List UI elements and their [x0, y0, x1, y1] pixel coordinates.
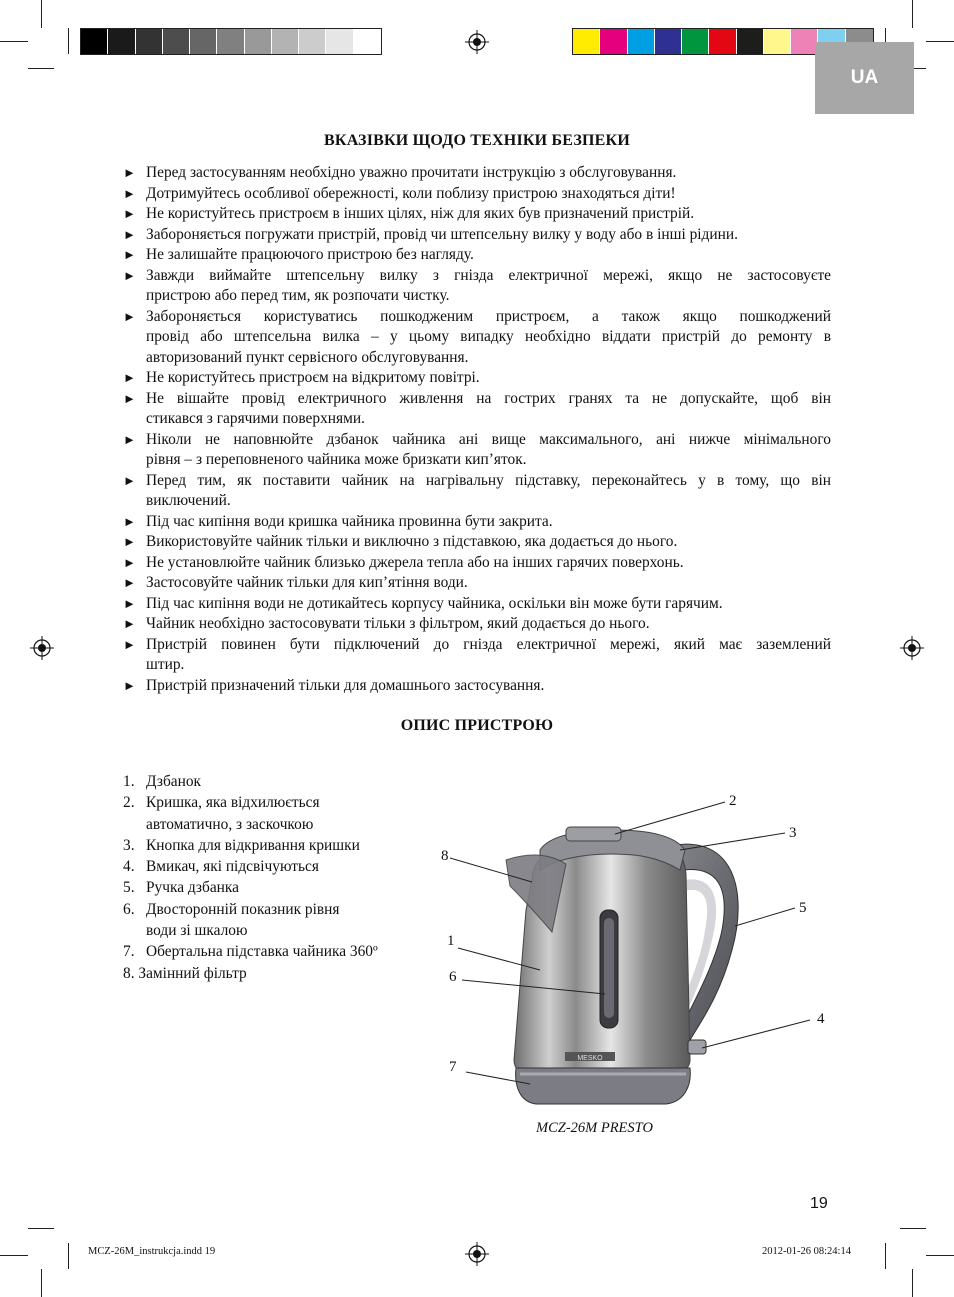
part-item	[123, 877, 423, 898]
safety-item	[123, 163, 831, 184]
part-item	[123, 771, 423, 792]
safety-item	[123, 184, 831, 205]
swatch	[655, 29, 682, 54]
language-tab: UA	[815, 42, 914, 114]
swatch	[326, 29, 353, 54]
bullet-arrow-icon: ►	[123, 616, 136, 631]
swatch	[136, 29, 163, 54]
swatch	[245, 29, 272, 54]
swatch	[163, 29, 190, 54]
crop-mark	[926, 1255, 954, 1256]
safety-item	[123, 307, 831, 369]
crop-mark	[0, 41, 28, 42]
safety-item-text: штир.	[146, 656, 185, 673]
swatch	[272, 29, 299, 54]
safety-item-text: Не користуйтесь пристроєм на відкритому повітрі.	[146, 369, 480, 386]
bullet-arrow-icon: ►	[123, 185, 136, 201]
swatch	[600, 29, 627, 54]
part-label: Ручка дзбанка	[146, 879, 239, 897]
bullet-arrow-icon: ►	[123, 575, 136, 590]
bullet-arrow-icon: ►	[123, 472, 136, 488]
crop-mark	[68, 28, 69, 54]
bullet-arrow-icon: ►	[123, 308, 136, 324]
part-label: Обертальна підставка чайника 360º	[146, 943, 378, 961]
callout-7: 7	[449, 1059, 457, 1075]
part-label: Дзбанок	[146, 773, 202, 790]
safety-item	[123, 471, 831, 512]
part-label: Кнопка для відкривання кришки	[146, 836, 360, 854]
safety-item-text: Не установлюйте чайник близько джерела тепла або на інших гарячих поверхонь.	[146, 553, 684, 571]
bullet-arrow-icon: ►	[123, 165, 136, 180]
safety-item-text: Не залишайте працюючого пристрою без нагляду.	[146, 246, 474, 263]
bullet-arrow-icon: ►	[123, 390, 136, 406]
safety-item-text: Застосовуйте чайник тільки для кип’ятіння води.	[146, 574, 468, 591]
callout-5: 5	[799, 900, 807, 916]
safety-item-text: стикався з гарячими поверхнями.	[146, 410, 365, 427]
crop-mark	[900, 1228, 926, 1229]
safety-item-text: Перед застосуванням необхідно уважно прочитати інструкцію з обслуговування.	[146, 164, 677, 181]
swatch	[108, 29, 135, 54]
safety-item	[123, 204, 831, 225]
crop-mark	[885, 1243, 886, 1269]
part-item	[123, 899, 423, 942]
registration-mark-icon	[465, 1242, 489, 1266]
swatch	[764, 29, 791, 54]
swatch	[299, 29, 326, 54]
swatch	[709, 29, 736, 54]
part-number: 3.	[123, 836, 135, 854]
page-number: 19	[810, 1195, 828, 1212]
safety-item	[123, 573, 831, 594]
grayscale-bar	[80, 28, 382, 55]
swatch	[81, 29, 108, 54]
safety-list	[123, 163, 831, 696]
safety-item	[123, 635, 831, 676]
footer-file-info: MCZ-26M_instrukcja.indd 19	[88, 1246, 216, 1257]
part-number: 6.	[123, 900, 135, 918]
swatch	[573, 29, 600, 54]
safety-item-text: Чайник необхідно застосовувати тільки з фільтром, який додається до нього.	[146, 615, 650, 632]
safety-item-text: Пристрій повинен бути підключений до гнізда електричної мережі, який має заземлений	[146, 635, 831, 653]
safety-item	[123, 676, 831, 697]
swatch	[628, 29, 655, 54]
bullet-arrow-icon: ►	[123, 677, 136, 693]
part-number: 2.	[123, 794, 135, 812]
callout-2: 2	[729, 793, 737, 809]
callout-8: 8	[441, 848, 449, 864]
crop-mark	[41, 0, 42, 28]
safety-item	[123, 594, 831, 615]
safety-heading: ВКАЗІВКИ ЩОДО ТЕХНІКИ БЕЗПЕКИ	[324, 132, 630, 149]
crop-mark	[926, 41, 954, 42]
part-number: 4.	[123, 858, 135, 876]
safety-item-text: рівня – з переповненого чайника може бризкати кип’яток.	[146, 451, 527, 468]
part-label: Вмикач, які підсвічуються	[146, 858, 319, 876]
part-number: 1.	[123, 773, 135, 790]
part-number: 7.	[123, 943, 135, 961]
part-item	[123, 941, 423, 962]
part-label: води зі шкалою	[146, 922, 248, 940]
bullet-arrow-icon: ►	[123, 513, 136, 529]
bullet-arrow-icon: ►	[123, 247, 136, 262]
safety-item-text: Ніколи не наповнюйте дзбанок чайника ані вище максимального, ані нижче мінімального	[146, 430, 831, 448]
bullet-arrow-icon: ►	[123, 534, 136, 549]
safety-item-text: пристрою або перед тим, як розпочати чистку.	[146, 287, 450, 304]
bullet-arrow-icon: ►	[123, 267, 136, 283]
swatch	[737, 29, 764, 54]
safety-item-text: авторизований пункт сервісного обслуговування.	[146, 348, 469, 366]
safety-item	[123, 245, 831, 266]
registration-mark-icon	[30, 636, 54, 660]
bullet-arrow-icon: ►	[123, 226, 136, 242]
part-item	[123, 792, 423, 835]
swatch	[217, 29, 244, 54]
bullet-arrow-icon: ►	[123, 370, 136, 385]
crop-mark	[912, 0, 913, 28]
part-item	[123, 835, 423, 856]
part-number: 5.	[123, 879, 135, 897]
crop-mark	[68, 1243, 69, 1269]
bullet-arrow-icon: ►	[123, 636, 136, 652]
bullet-arrow-icon: ►	[123, 554, 136, 570]
crop-mark	[28, 1228, 54, 1229]
parts-list	[123, 771, 423, 984]
safety-item-text: провід або штепсельна вилка – у цьому випадку необхідно віддати пристрій до ремонту в	[146, 328, 831, 345]
description-heading: ОПИС ПРИСТРОЮ	[400, 717, 554, 734]
safety-item	[123, 553, 831, 574]
callout-3: 3	[789, 825, 797, 841]
part-label: автоматично, з заскочкою	[146, 815, 314, 833]
safety-item	[123, 389, 831, 430]
kettle-illustration	[440, 790, 840, 1120]
swatch	[190, 29, 217, 54]
safety-item	[123, 512, 831, 533]
callout-6: 6	[449, 969, 457, 985]
part-label: Двосторонній показник рівня	[146, 900, 340, 918]
safety-item	[123, 614, 831, 635]
safety-item-text: Забороняється користуватись пошкодженим пристроєм, а також якщо пошкоджений	[146, 307, 831, 325]
safety-item-text: виключений.	[146, 492, 231, 509]
crop-mark	[28, 68, 54, 69]
model-caption: MCZ-26M PRESTO	[536, 1120, 653, 1136]
safety-item	[123, 266, 831, 307]
safety-item-text: Використовуйте чайник тільки и виключно з підставкою, яка додається до нього.	[146, 533, 678, 550]
registration-mark-icon	[900, 636, 924, 660]
part-item	[123, 856, 423, 877]
safety-item-text: Не вішайте провід електричного живлення на гострих гранях та не допускайте, щоб він	[146, 389, 831, 407]
part-label: Кришка, яка відхилюється	[146, 794, 320, 812]
crop-mark	[41, 1269, 42, 1297]
registration-mark-icon	[465, 30, 489, 54]
swatch	[682, 29, 709, 54]
safety-item-text: Дотримуйтесь особливої обережності, коли поблизу пристрою знаходяться діти!	[146, 184, 676, 202]
safety-item	[123, 430, 831, 471]
callout-4: 4	[817, 1011, 825, 1027]
bullet-arrow-icon: ►	[123, 431, 136, 447]
safety-item	[123, 368, 831, 389]
bullet-arrow-icon: ►	[123, 206, 136, 221]
safety-item-text: Пристрій призначений тільки для домашнього застосування.	[146, 676, 545, 694]
safety-item-text: Перед тим, як поставити чайник на нагрівальну підставку, переконайтесь у в тому, що він	[146, 471, 831, 489]
kettle-brand-logo: MESKO	[577, 1055, 603, 1062]
crop-mark	[912, 1269, 913, 1297]
safety-item-text: Завжди виймайте штепсельну вилку з гнізда електричної мережі, якщо не застосовуєте	[146, 266, 831, 284]
safety-item	[123, 225, 831, 246]
safety-item-text: Забороняється погружати пристрій, провід чи штепсельну вилку у воду або в інші рідини.	[146, 225, 738, 243]
safety-item-text: Під час кипіння води кришка чайника провинна бути закрита.	[146, 512, 553, 530]
swatch	[354, 29, 381, 54]
bullet-arrow-icon: ►	[123, 595, 136, 611]
footer-timestamp: 2012-01-26 08:24:14	[762, 1246, 851, 1257]
crop-mark	[0, 1255, 28, 1256]
part-item: 8. Замінний фільтр	[123, 964, 247, 982]
safety-item	[123, 532, 831, 553]
safety-item-text: Під час кипіння води не дотикайтесь корпусу чайника, оскільки він може бути гарячим.	[146, 594, 723, 612]
callout-1: 1	[447, 933, 455, 949]
safety-item-text: Не користуйтесь пристроєм в інших цілях, ніж для яких був призначений пристрій.	[146, 205, 695, 222]
